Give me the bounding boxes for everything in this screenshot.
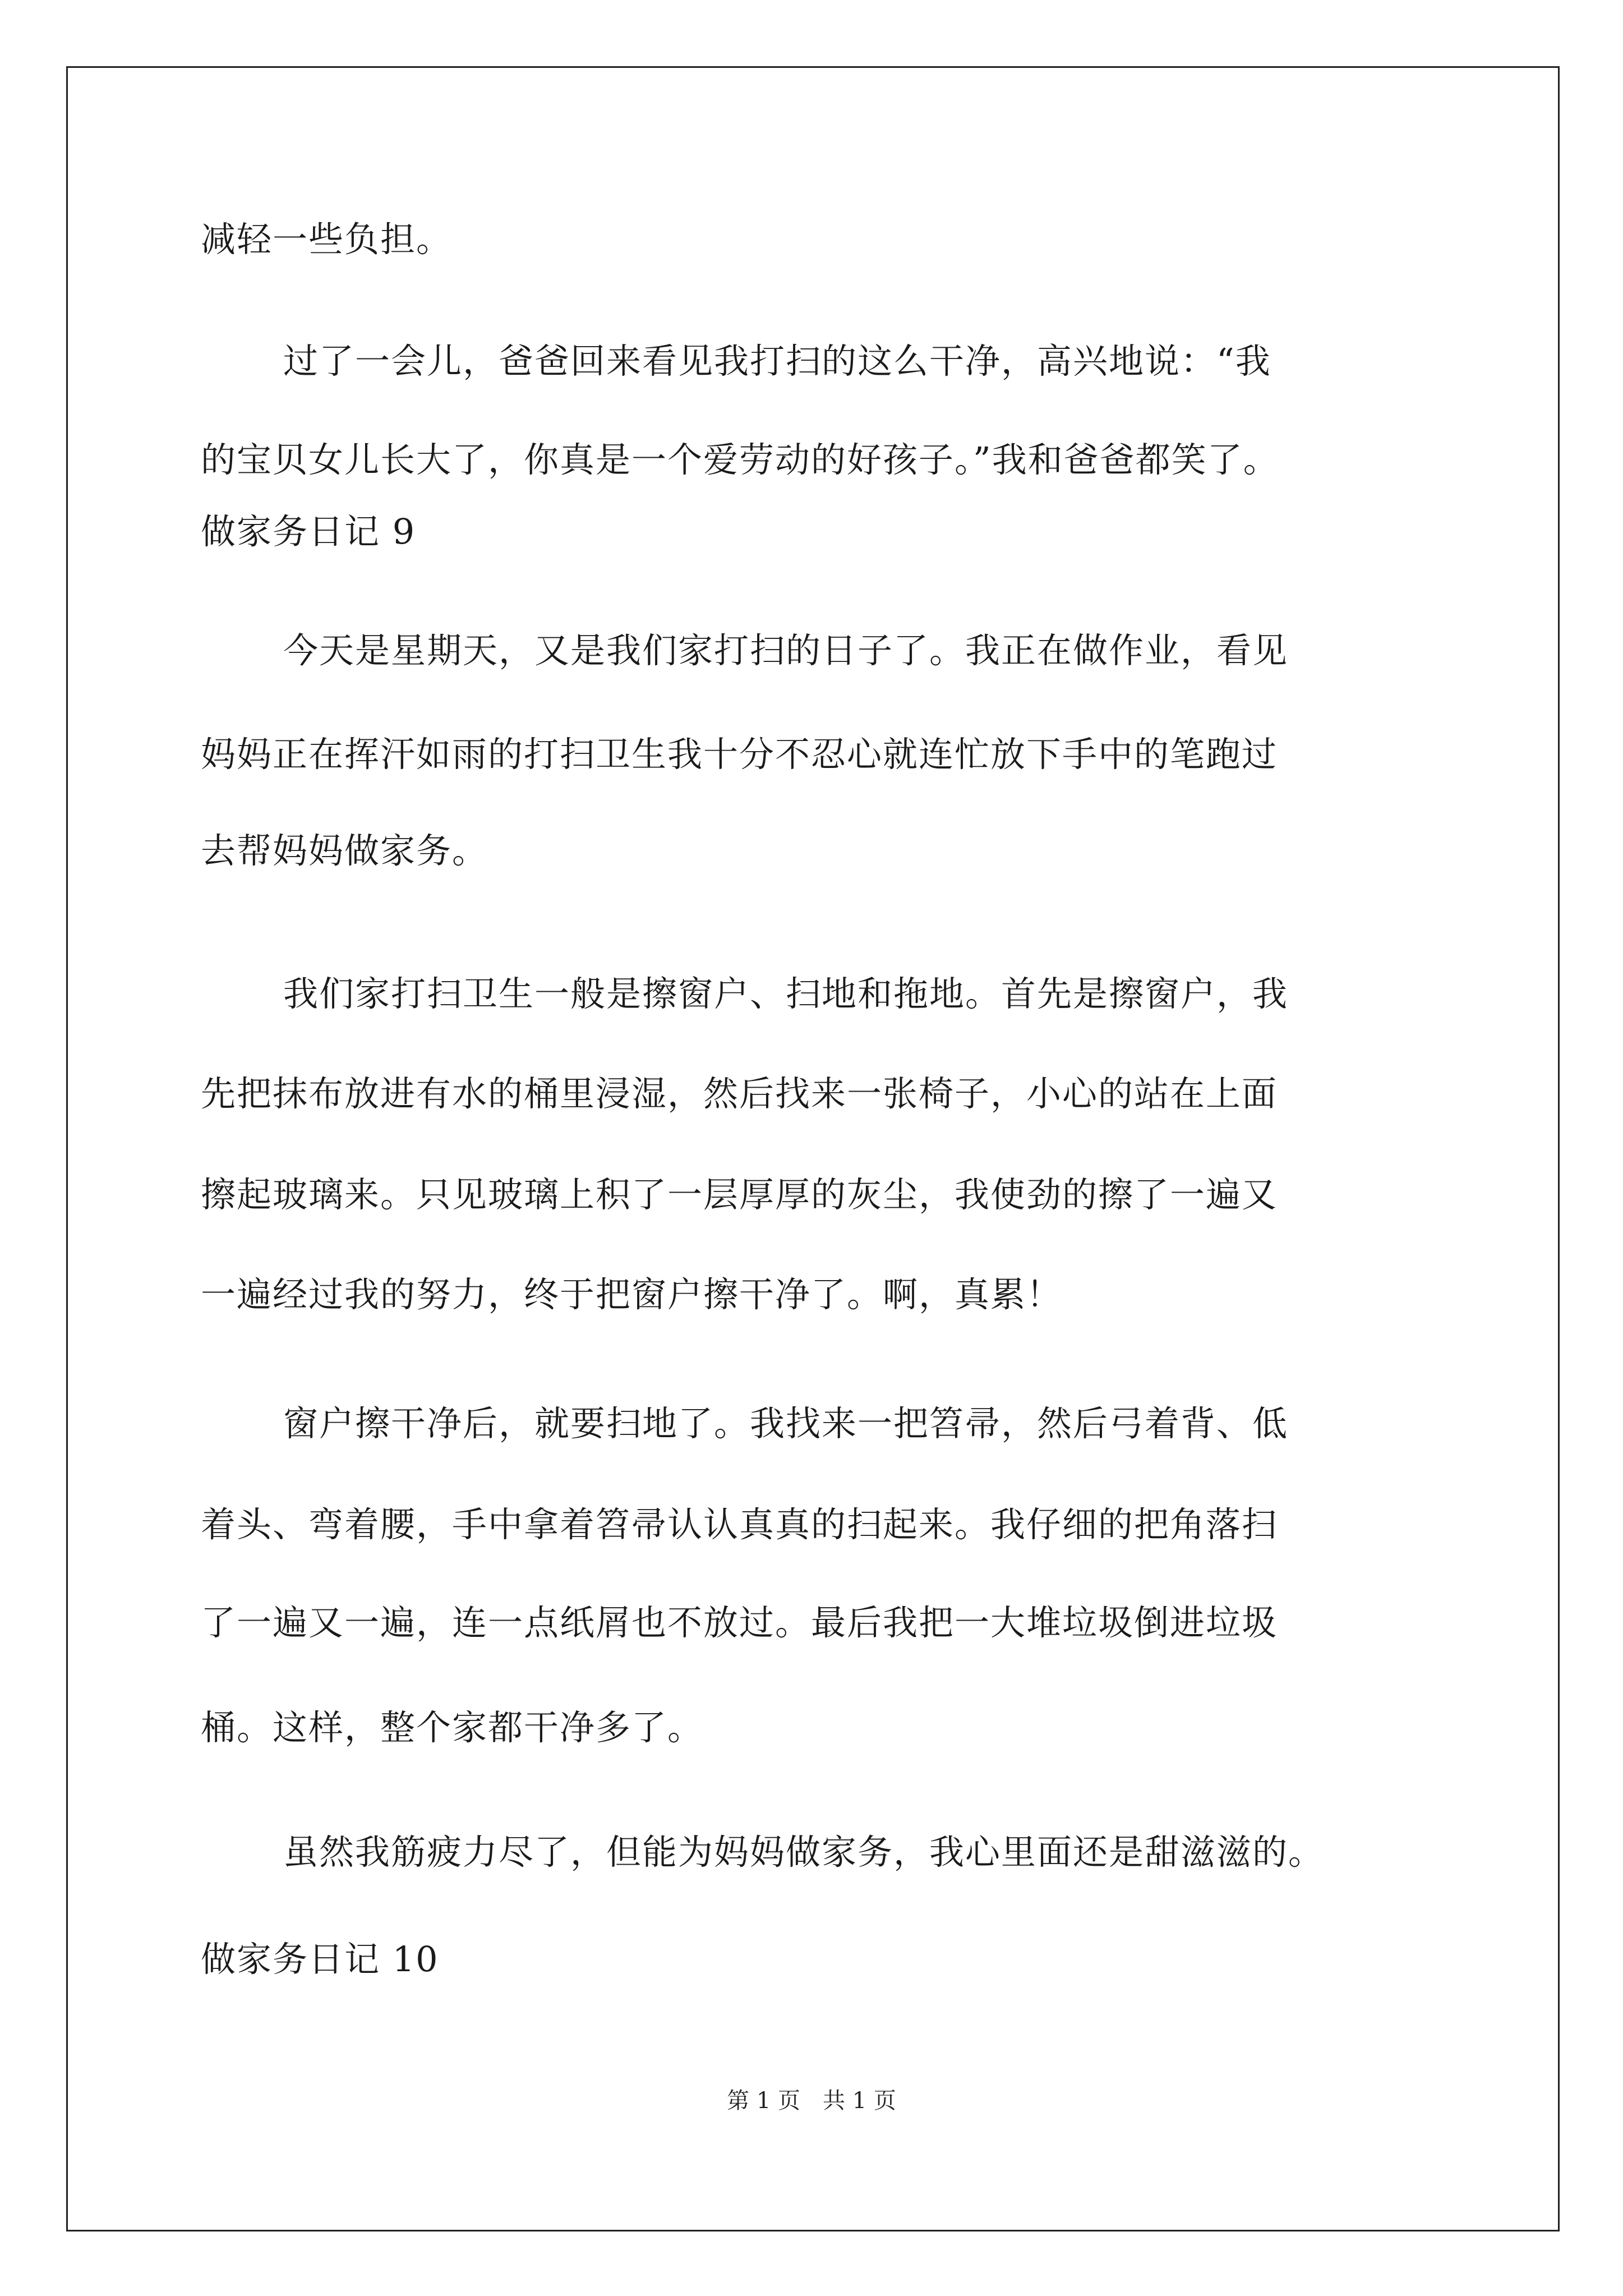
text-line: 我们家打扫卫生一般是擦窗户、扫地和拖地。首先是擦窗户，我: [283, 973, 1289, 1014]
text-line: 虽然我筋疲力尽了，但能为妈妈做家务，我心里面还是甜滋滋的。: [283, 1832, 1325, 1872]
text-line: 今天是星期天，又是我们家打扫的日子了。我正在做作业，看见: [283, 630, 1289, 671]
text-line: 过了一会儿，爸爸回来看见我打扫的这么干净，高兴地说：“我: [283, 341, 1271, 381]
page-footer: 第 1 页 共 1 页: [727, 2088, 896, 2114]
text-line: 先把抹布放进有水的桶里浸湿，然后找来一张椅子，小心的站在上面: [201, 1073, 1278, 1114]
section-heading: 做家务日记 9: [201, 511, 416, 552]
text-line: 减轻一些负担。: [201, 219, 453, 260]
section-heading: 做家务日记 10: [201, 1939, 439, 1980]
text-line: 妈妈正在挥汗如雨的打扫卫生我十分不忍心就连忙放下手中的笔跑过: [201, 734, 1278, 775]
text-line: 一遍经过我的努力，终于把窗户擦干净了。啊，真累！: [201, 1274, 1063, 1315]
text-line: 桶。这样，整个家都干净多了。: [201, 1707, 704, 1748]
text-line: 了一遍又一遍，连一点纸屑也不放过。最后我把一大堆垃圾倒进垃圾: [201, 1602, 1278, 1643]
text-line: 着头、弯着腰，手中拿着笤帚认认真真的扫起来。我仔细的把角落扫: [201, 1504, 1278, 1545]
text-line: 去帮妈妈做家务。: [201, 830, 488, 871]
page-frame: [66, 66, 1560, 2231]
text-line: 擦起玻璃来。只见玻璃上积了一层厚厚的灰尘，我使劲的擦了一遍又: [201, 1174, 1278, 1215]
text-line: 的宝贝女儿长大了，你真是一个爱劳动的好孩子。”我和爸爸都笑了。: [201, 439, 1279, 480]
text-line: 窗户擦干净后，就要扫地了。我找来一把笤帚，然后弓着背、低: [283, 1403, 1289, 1444]
